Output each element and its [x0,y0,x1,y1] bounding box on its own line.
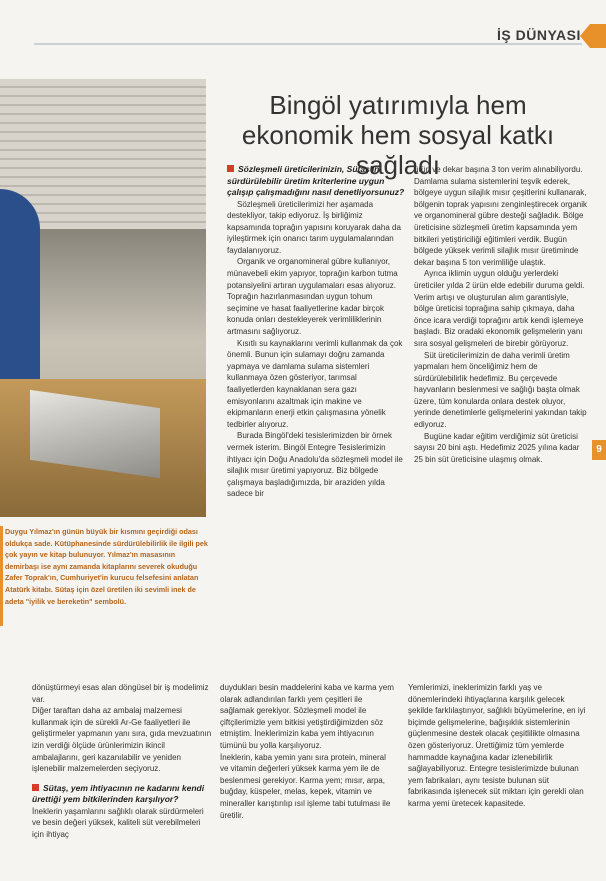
photo-caption: Duygu Yılmaz'ın günün büyük bir kısmını geçirdiği odası oldukça sade. Kütüphanesinde sürdürülebilirlik ile ilgili pek çok yayın ve kitap bulunuyor. Yılmaz'ın masasının demirbaşı ise aynı zamanda kitaplarını severek okuduğu Zafer Toprak'ın, Cumhuriyet'in kurucu felsefesini anlatan Atatürk kitabı. Sütaş için özel üretilen iki sevimli inek de adeta "iyilik ve bereketin" sembolü. [5,527,208,606]
caption-bar [0,526,3,626]
bullet-square-icon [227,165,234,172]
bullet-square-icon [32,784,39,791]
paragraph: Yemlerimizi, ineklerimizin farklı yaş ve dönemlerindeki ihtiyaçlarına karşılık gelecek şekilde farklılaştırıyor, sağlıklı büyümelerine, en iyi biçimde gelişmelerine, bağışıklık sistemlerinin güçlenmesine destek olacak çeşitlilikte olmasına özen gösteriyoruz. Ürettiğimiz tüm yemlerde hammadde kaynağına kadar izlenebilirlik sağlayabiliyoruz. Entegre tesislerimizde bulunan yem fabrikaları, aynı tesiste bulunan süt fabrikasında işlenecek süt miktarı için gerekli olan karma yemi üretecek kapasitede. [408,683,586,808]
office-photo [0,79,206,517]
page-tab: 9 [592,440,606,460]
lower-column-2 [220,682,396,821]
paragraph: Kısıtlı su kaynaklarını verimli kullanmak da çok önemli. Bunun için sulamayı doğru zamanda yapmaya ve damlama sulama sistemleri kullanmaya özen gösteriyor, tarımsal faaliyetlerden kaynaklanan sera gazı emisyonlarını azaltmak için makine ve ekipmanların enerji etkin çalışmasına yönelik tedbirler alıyoruz. [227,338,403,429]
paragraph: Burada Bingöl'deki tesislerimizden bir örnek vermek isterim. Bingöl Entegre Tesislerimizin ihtiyacı için Doğu Anadolu'da sözleşmeli model ile silajlık mısır üretimi yapıyoruz. Biz bölgede çalışmaya başladığımızda, bir araziden yılda sadece bir [227,431,403,499]
question-2: Sütaş, yem ihtiyacının ne kadarını kendi ürettiği yem bitkilerinden karşılıyor? [32,782,205,805]
section-tab [590,24,606,48]
paragraph: ürün ve dekar başına 3 ton verim alınabiliyordu. Damlama sulama sistemlerini teşvik ederek, bölgeye uygun silajlık mısır çeşitlerini kullanarak, bölgenin toprak yapısını zenginleştirecek organik ve organomineral gübre desteği sağladık. Bölge üreticisine sözleşmeli üretim kapsamında yem bitkileri yetiştiriciliği eğitimleri verdik. Bugün bölgede yüksek verimli silajlık mısır üretiminde dekar başına 5 ton verimliliğe ulaştık. [414,165,587,267]
lower-column-1 [32,682,212,841]
paragraph: Süt üreticilerimizin de daha verimli üretim yapmaları hem önceliğimiz hem de sürdürülebilirlik hedefimiz. Bu çerçevede hayvanların beslenmesi ve sağlığı başta olmak üzere, tüm konularda onlara destek oluyor, yerinde denetimlerle gelişmelerini yakından takip ediyoruz. [414,350,587,430]
paragraph: dönüştürmeyi esas alan döngüsel bir iş modelimiz var. Diğer taraftan daha az ambalaj malzemesi kullanmak için de sürekli Ar-Ge faaliyetleri ile geliştirmeler yapmanın yanı sıra, gıda mevzuatının izin verdiği ölçüde ürünlerimizin ikincil ambalajlarını, geri kazanılabilir ve yeniden işlenebilir malzemelerden seçiyoruz. [32,683,212,774]
paragraph: Organik ve organomineral gübre kullanıyor, münavebeli ekim yapıyor, toprağın karbon tutma potansiyelini artıran uygulamaları esas alıyoruz. Toprağın hazırlanmasından uygun tohum seçimine ve hasat faaliyetlerine kadar birçok konuda onları destekleyerek verimliliklerinin artmasını sağlıyoruz. [227,257,398,337]
paragraph: İneklerin yaşamlarını sağlıklı olarak sürdürmeleri ve besin değeri yüksek, kaliteli süt verebilmeleri için ihtiyaç [32,806,204,839]
article-title: Bingöl yatırımıyla hem ekonomik hem sosyal katkı sağladı [241,90,555,180]
question-1: Sözleşmeli üreticilerinizin, Sütaş'ın sürdürülebilir üretim kriterlerine uygun çalışıp çalışmadığını nasıl denetliyorsunuz? [227,164,405,197]
paragraph: Bugüne kadar eğitim verdiğimiz süt üreticisi sayısı 20 bini aştı. Hedefimiz 2025 yılına kadar 25 bin süt üreticisine ulaşmış olmak. [414,431,580,464]
section-label: İŞ DÜNYASI [497,27,581,43]
paragraph: Ayrıca iklimin uygun olduğu yerlerdeki üreticiler yılda 2 ürün elde edebilir duruma geldi. Verim artışı ve oluşturulan alım garantisiyle, bölge üreticisi toprağına sahip çıkmaya, daha önce icara verdiği toprağını artık kendi işlemeye başladı. Biz oradaki ekonomik gelişmelerin yanı sıra sosyal gelişmeleri de birebir görüyoruz. [414,269,585,348]
article-column-2 [414,164,588,465]
paragraph: Sözleşmeli üreticilerimizi her aşamada destekliyor, takip ediyoruz. İş birliğimiz kapsamında toprağın yapısını koruyarak daha da iyileştirmek için onarıcı tarım uygulamalarından faydalanıyoruz. [227,199,401,255]
section-tab-arrow [580,24,590,48]
header-rule [34,43,582,45]
paragraph: duydukları besin maddelerini kaba ve karma yem olarak adlandırılan farklı yem çeşitleri ile sağlamak gerekiyor. Sözleşmeli model ile çiftçilerimizle yem bitkisi yetiştirdiğimizden söz etmiştim. İneklerimizin kaba yem ihtiyacının tümünü bu yolla karşılıyoruz. İneklerin, kaba yemin yanı sıra protein, mineral ve vitamin değerleri yüksek karma yem ile de beslenmesi gerekiyor. Karma yem; mısır, arpa, buğday, küspeler, melas, kepek, vitamin ve mineraller karıştırılıp ısıl işleme tabi tutulması ile üretilir. [220,683,394,820]
lower-column-3 [408,682,588,810]
article-column-1 [227,164,405,500]
